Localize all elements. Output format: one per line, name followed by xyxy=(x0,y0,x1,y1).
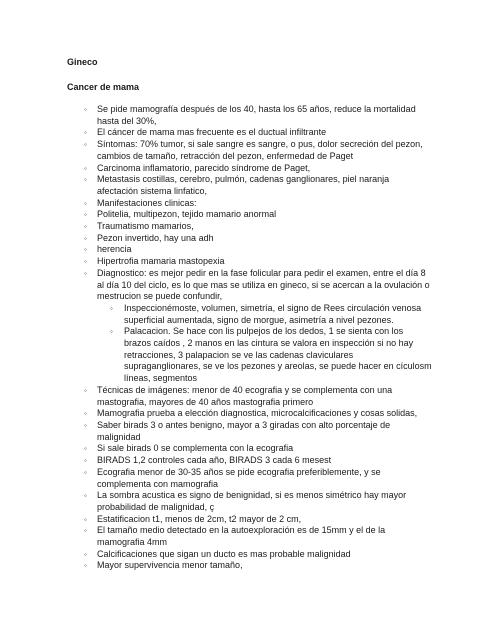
bullet-list xyxy=(67,104,432,572)
list-item-text: Se pide mamografía después de los 40, hasta los 65 años, reduce la mortalidad hasta del 30%, xyxy=(97,104,416,126)
list-item xyxy=(67,221,432,233)
list-item-text: Traumatismo mamarios, xyxy=(97,221,194,232)
bullet-icon: ◦ xyxy=(84,491,87,501)
list-item xyxy=(67,256,432,268)
bullet-icon: ◦ xyxy=(84,268,87,278)
list-item-text: Ecografia menor de 30-35 años se pide ecografia preferiblemente, y se complementa con mamografia xyxy=(97,466,381,489)
list-item xyxy=(67,385,432,408)
bullet-icon: ◦ xyxy=(84,245,87,255)
bullet-icon: ◦ xyxy=(84,233,87,243)
bullet-icon: ◦ xyxy=(84,128,87,138)
list-item xyxy=(67,139,432,162)
sub-bullet-list xyxy=(97,303,432,385)
list-item-text: herencia xyxy=(97,244,132,255)
list-item-text: La sombra acustica es signo de benignidad, si es menos simétrico hay mayor probabilidad de malignidad, ç xyxy=(97,490,407,512)
list-item xyxy=(67,268,432,385)
list-item-text: Técnicas de imágenes: menor de 40 ecografia y se complementa con una mastografia, mayores de 40 años mastografia primero xyxy=(97,384,393,407)
bullet-icon: ◦ xyxy=(84,561,87,571)
list-item-text: El cáncer de mama mas frecuente es el ductual infiltrante xyxy=(97,127,327,138)
bullet-icon: ◦ xyxy=(84,210,87,220)
bullet-icon: ◦ xyxy=(84,163,87,173)
bullet-icon: ◦ xyxy=(84,467,87,477)
list-item xyxy=(67,244,432,256)
bullet-icon: ◦ xyxy=(84,385,87,395)
list-item xyxy=(67,233,432,245)
list-item-text: El tamaño medio detectado en la autoexploración es de 15mm y el de la mamografia 4mm xyxy=(97,525,386,548)
list-item-text: Mayor supervivencia menor tamaño, xyxy=(97,560,243,571)
document-title: Gineco xyxy=(67,57,98,67)
bullet-icon: ◦ xyxy=(84,175,87,185)
list-item-text: Estatificacion t1, menos de 2cm, t2 mayor de 2 cm, xyxy=(97,513,302,524)
list-item-text: Metastasis costillas, cerebro, pulmón, cadenas ganglionares, piel naranja afectación sistema linfatico, xyxy=(97,174,390,196)
list-item xyxy=(67,408,432,420)
list-item xyxy=(67,560,432,572)
list-item-text: Saber birads 3 o antes benigno, mayor a 3 giradas con alto porcentaje de malignidad xyxy=(97,419,391,442)
bullet-icon: ◦ xyxy=(84,514,87,524)
list-item xyxy=(67,104,432,127)
list-item-text: Manifestaciones clinicas: xyxy=(97,197,197,208)
list-item-text: BIRADS 1,2 controles cada año, BIRADS 3 cada 6 mesest xyxy=(97,455,332,466)
sub-list-item-text: Inspeccionémoste, volumen, simetría, el signo de Rees circulación venosa superficial aumentada, signo de morgue, asimetría a nivel pezones. xyxy=(124,302,422,325)
sub-list-item xyxy=(97,303,432,326)
list-item-text: Mamografia prueba a elección diagnostica, microcalcificaciones y cosas solidas, xyxy=(97,408,418,419)
list-item-text: Síntomas: 70% tumor, si sale sangre es sangre, o pus, dolor secreción del pezon, cambios de tamaño, retracción del pezon, enfermedad de Paget xyxy=(97,139,423,161)
list-item xyxy=(67,525,432,548)
bullet-icon: ◦ xyxy=(84,456,87,466)
sub-list-item xyxy=(97,326,432,385)
bullet-icon: ◦ xyxy=(84,420,87,430)
bullet-icon: ◦ xyxy=(84,526,87,536)
list-item xyxy=(67,127,432,139)
list-item-text: Pezon invertido, hay una adh xyxy=(97,232,214,243)
bullet-icon: ◦ xyxy=(84,549,87,559)
list-item-text: Calcificaciones que sigan un ducto es mas probable malignidad xyxy=(97,548,351,559)
list-item xyxy=(67,467,432,490)
bullet-icon: ◦ xyxy=(84,222,87,232)
bullet-icon: ◦ xyxy=(84,409,87,419)
list-item xyxy=(67,163,432,175)
list-item xyxy=(67,455,432,467)
bullet-icon: ◦ xyxy=(84,257,87,267)
list-item xyxy=(67,514,432,526)
list-item-text: Hipertrofia mamaria mastopexia xyxy=(97,256,225,267)
bullet-icon: ◦ xyxy=(84,444,87,454)
list-item xyxy=(67,443,432,455)
list-item xyxy=(67,174,432,197)
sub-list-item-text: Palacacion. Se hace con lis pulpejos de los dedos, 1 se sienta con los brazos caídos , 2 manos en las cintura se valora en inspección si no hay retracciones, 3 palapacion se ve las cadenas claviculares supraganglionares, se ve los pezones y areolas, se puede hacer en cículosm líneas, segmentos xyxy=(124,326,432,384)
bullet-icon: ◦ xyxy=(84,105,87,114)
sub-bullet-icon: ◦ xyxy=(110,303,113,313)
list-item xyxy=(67,209,432,221)
list-item-text: Politelia, multipezon, tejido mamario anormal xyxy=(97,209,277,220)
list-item xyxy=(67,198,432,210)
list-item-text: Carcinoma inflamatorio, parecido síndrome de Paget, xyxy=(97,162,311,173)
list-item xyxy=(67,420,432,443)
list-item-text: Si sale birads 0 se complementa con la ecografia xyxy=(97,443,294,454)
bullet-icon: ◦ xyxy=(84,198,87,208)
list-item-text: Diagnostico: es mejor pedir en la fase folicular para pedir el examen, entre el día 8 al día 10 del ciclo, es lo que mas se utiliza en gineco, si se acercan a la ovulación o mestrucion se puede confundir, xyxy=(97,267,430,302)
list-item xyxy=(67,549,432,561)
list-item xyxy=(67,490,432,513)
section-title: Cancer de mama xyxy=(67,82,140,92)
sub-bullet-icon: ◦ xyxy=(110,327,113,337)
bullet-icon: ◦ xyxy=(84,140,87,150)
